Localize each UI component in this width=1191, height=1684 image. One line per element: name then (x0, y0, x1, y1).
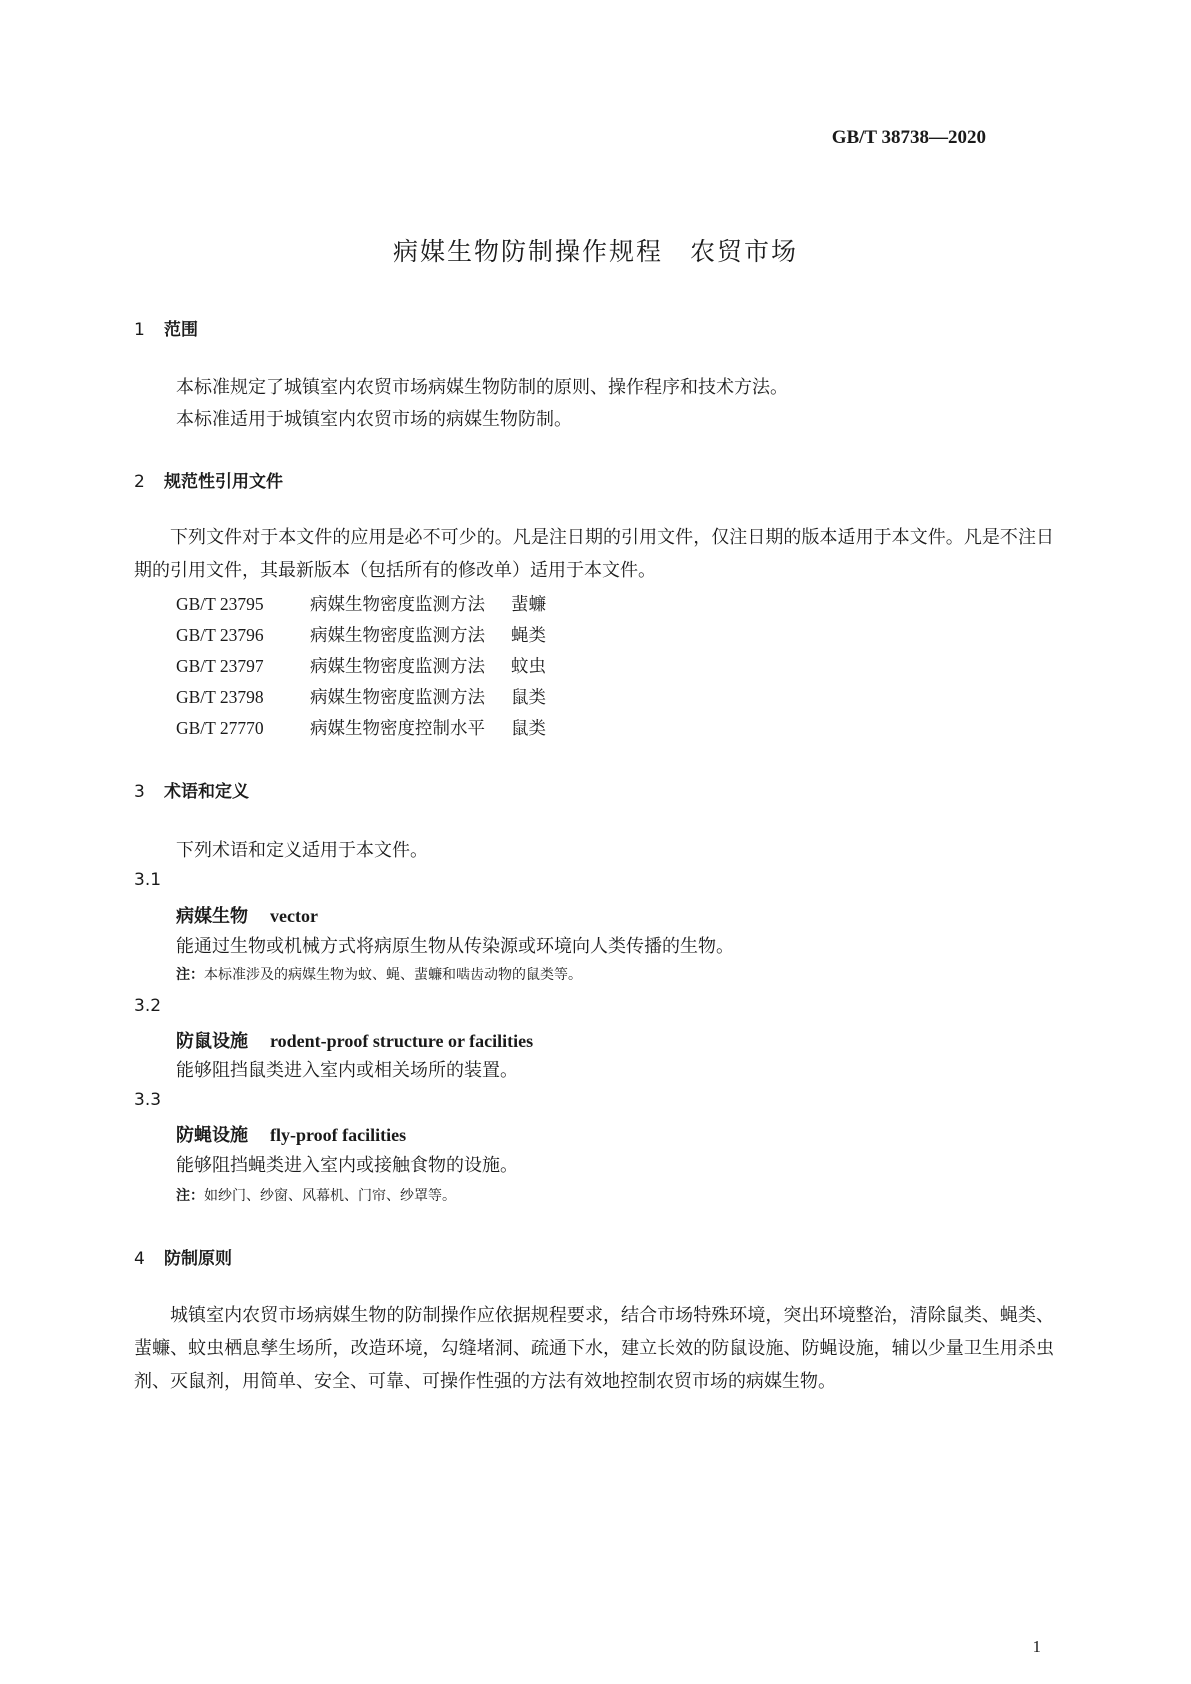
reference-name: 病媒生物密度监测方法 (310, 657, 485, 677)
paragraph: 本标准规定了城镇室内农贸市场病媒生物防制的原则、操作程序和技术方法。 (176, 377, 788, 398)
term-zh: 防蝇设施 (176, 1125, 248, 1146)
term-zh: 防鼠设施 (176, 1031, 248, 1052)
paragraph: 下列术语和定义适用于本文件。 (176, 840, 428, 861)
term-en: fly-proof facilities (270, 1125, 407, 1145)
page-number: 1 (1032, 1637, 1041, 1656)
section-number: 3 (134, 782, 145, 802)
prevention-principles-text (134, 1299, 1054, 1398)
paragraph: 城镇室内农贸市场病媒生物的防制操作应依据规程要求，结合市场特殊环境，突出环境整治，清除鼠类、蝇类、蜚蠊、蚊虫栖息孳生场所，改造环境，勾缝堵洞、疏通下水，建立长效的防鼠设施、防蝇设施，辅以少量卫生用杀虫剂、灭鼠剂，用简单、安全、可靠、可操作性强的方法有效地控制农贸市场的病媒生物。 (134, 1305, 1054, 1392)
reference-item (176, 715, 546, 740)
reference-code: GB/T 23796 (176, 625, 264, 645)
reference-item (176, 684, 546, 709)
term-zh: 病媒生物 (176, 906, 248, 927)
reference-code: GB/T 23797 (176, 656, 264, 676)
reference-code: GB/T 23795 (176, 594, 264, 614)
term-number: 3.2 (134, 996, 162, 1016)
term-number: 3.3 (134, 1090, 162, 1110)
term-definition: 能够阻挡鼠类进入室内或相关场所的装置。 (176, 1060, 518, 1081)
reference-name: 病媒生物密度控制水平 (310, 719, 485, 739)
section-title: 防制原则 (164, 1249, 232, 1269)
reference-subtitle: 鼠类 (511, 688, 546, 708)
term-en: vector (270, 906, 318, 926)
document-title: 病媒生物防制操作规程 农贸市场 (392, 237, 798, 266)
section-title: 规范性引用文件 (164, 472, 283, 492)
reference-subtitle: 蚊虫 (511, 657, 546, 677)
reference-item (176, 653, 546, 678)
term-definition: 能够阻挡蝇类进入室内或接触食物的设施。 (176, 1155, 518, 1176)
reference-name: 病媒生物密度监测方法 (310, 626, 485, 646)
term-heading (176, 1121, 406, 1147)
reference-subtitle: 蜚蠊 (511, 595, 546, 615)
note-text: 本标准涉及的病媒生物为蚊、蝇、蜚蠊和啮齿动物的鼠类等。 (204, 967, 582, 983)
term-note (176, 964, 582, 984)
section-4-heading (134, 1244, 232, 1269)
paragraph: 下列文件对于本文件的应用是必不可少的。凡是注日期的引用文件，仅注日期的版本适用于本文件。凡是不注日期的引用文件，其最新版本（包括所有的修改单）适用于本文件。 (134, 527, 1054, 581)
section-number: 1 (134, 320, 145, 340)
reference-code: GB/T 23798 (176, 687, 264, 707)
reference-name: 病媒生物密度监测方法 (310, 688, 485, 708)
note-text: 如纱门、纱窗、风幕机、门帘、纱罩等。 (204, 1188, 456, 1204)
note-label: 注： (176, 967, 204, 983)
section-2-heading (134, 467, 283, 492)
reference-name: 病媒生物密度监测方法 (310, 595, 485, 615)
section-number: 2 (134, 472, 145, 492)
normative-references-intro (134, 521, 1054, 587)
term-en: rodent-proof structure or facilities (270, 1031, 534, 1051)
note-label: 注： (176, 1188, 204, 1204)
section-3-heading (134, 777, 249, 802)
section-number: 4 (134, 1249, 145, 1269)
term-heading (176, 1027, 533, 1053)
term-heading (176, 902, 318, 928)
reference-subtitle: 鼠类 (511, 719, 546, 739)
standard-code: GB/T 38738—2020 (831, 127, 986, 148)
reference-item (176, 591, 546, 616)
section-1-heading (134, 315, 198, 340)
section-title: 范围 (164, 320, 198, 340)
reference-subtitle: 蝇类 (511, 626, 546, 646)
term-number: 3.1 (134, 870, 162, 890)
term-definition: 能通过生物或机械方式将病原生物从传染源或环境向人类传播的生物。 (176, 936, 734, 957)
paragraph: 本标准适用于城镇室内农贸市场的病媒生物防制。 (176, 409, 572, 430)
term-note (176, 1185, 456, 1205)
section-title: 术语和定义 (164, 782, 249, 802)
reference-code: GB/T 27770 (176, 718, 264, 738)
reference-item (176, 622, 546, 647)
